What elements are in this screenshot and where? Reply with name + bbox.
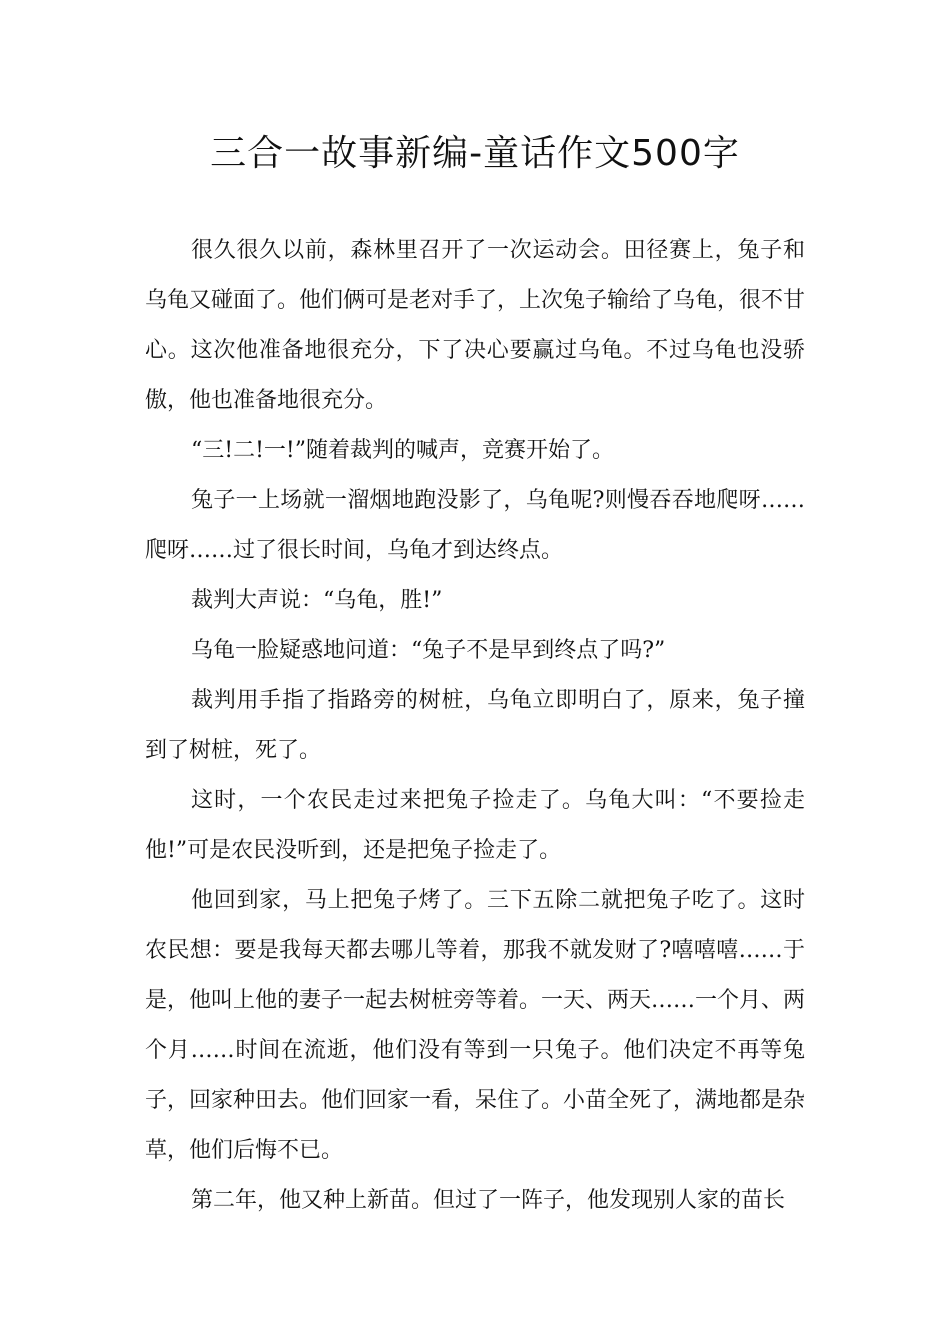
paragraph: 裁判用手指了指路旁的树桩，乌龟立即明白了，原来，兔子撞到了树桩，死了。 [145,688,805,763]
paragraph: 第二年，他又种上新苗。但过了一阵子，他发现别人家的苗长 [191,1188,786,1213]
paragraph: 很久很久以前，森林里召开了一次运动会。田径赛上，兔子和乌龟又碰面了。他们俩可是老对手了，上次兔子输给了乌龟，很不甘心。这次他准备地很充分，下了决心要赢过乌龟。不过乌龟也没骄傲，他也准备地很充分。 [145,238,806,413]
paragraph: 这时，一个农民走过来把兔子捡走了。乌龟大叫：“不要捡走他!”可是农民没听到，还是把兔子捡走了。 [145,788,805,863]
paragraph: 他回到家，马上把兔子烤了。三下五除二就把兔子吃了。这时农民想：要是我每天都去哪儿等着，那我不就发财了?嘻嘻嘻……于是，他叫上他的妻子一起去树桩旁等着。一天、两天……一个月、两个月……时间在流逝，他们没有等到一只兔子。他们决定不再等兔子，回家种田去。他们回家一看，呆住了。小苗全死了，满地都是杂草，他们后悔不已。 [145,888,806,1163]
document-title: 三合一故事新编-童话作文500字 [210,133,740,174]
paragraph: 乌龟一脸疑惑地问道：“兔子不是早到终点了吗?” [191,638,666,663]
paragraph: 裁判大声说：“乌龟，胜!” [191,588,443,613]
paragraph: 兔子一上场就一溜烟地跑没影了，乌龟呢?则慢吞吞地爬呀……爬呀……过了很长时间，乌龟才到达终点。 [145,488,805,563]
paragraph: “三!二!一!”随着裁判的喊声，竞赛开始了。 [191,438,615,463]
document-body [145,226,805,1226]
